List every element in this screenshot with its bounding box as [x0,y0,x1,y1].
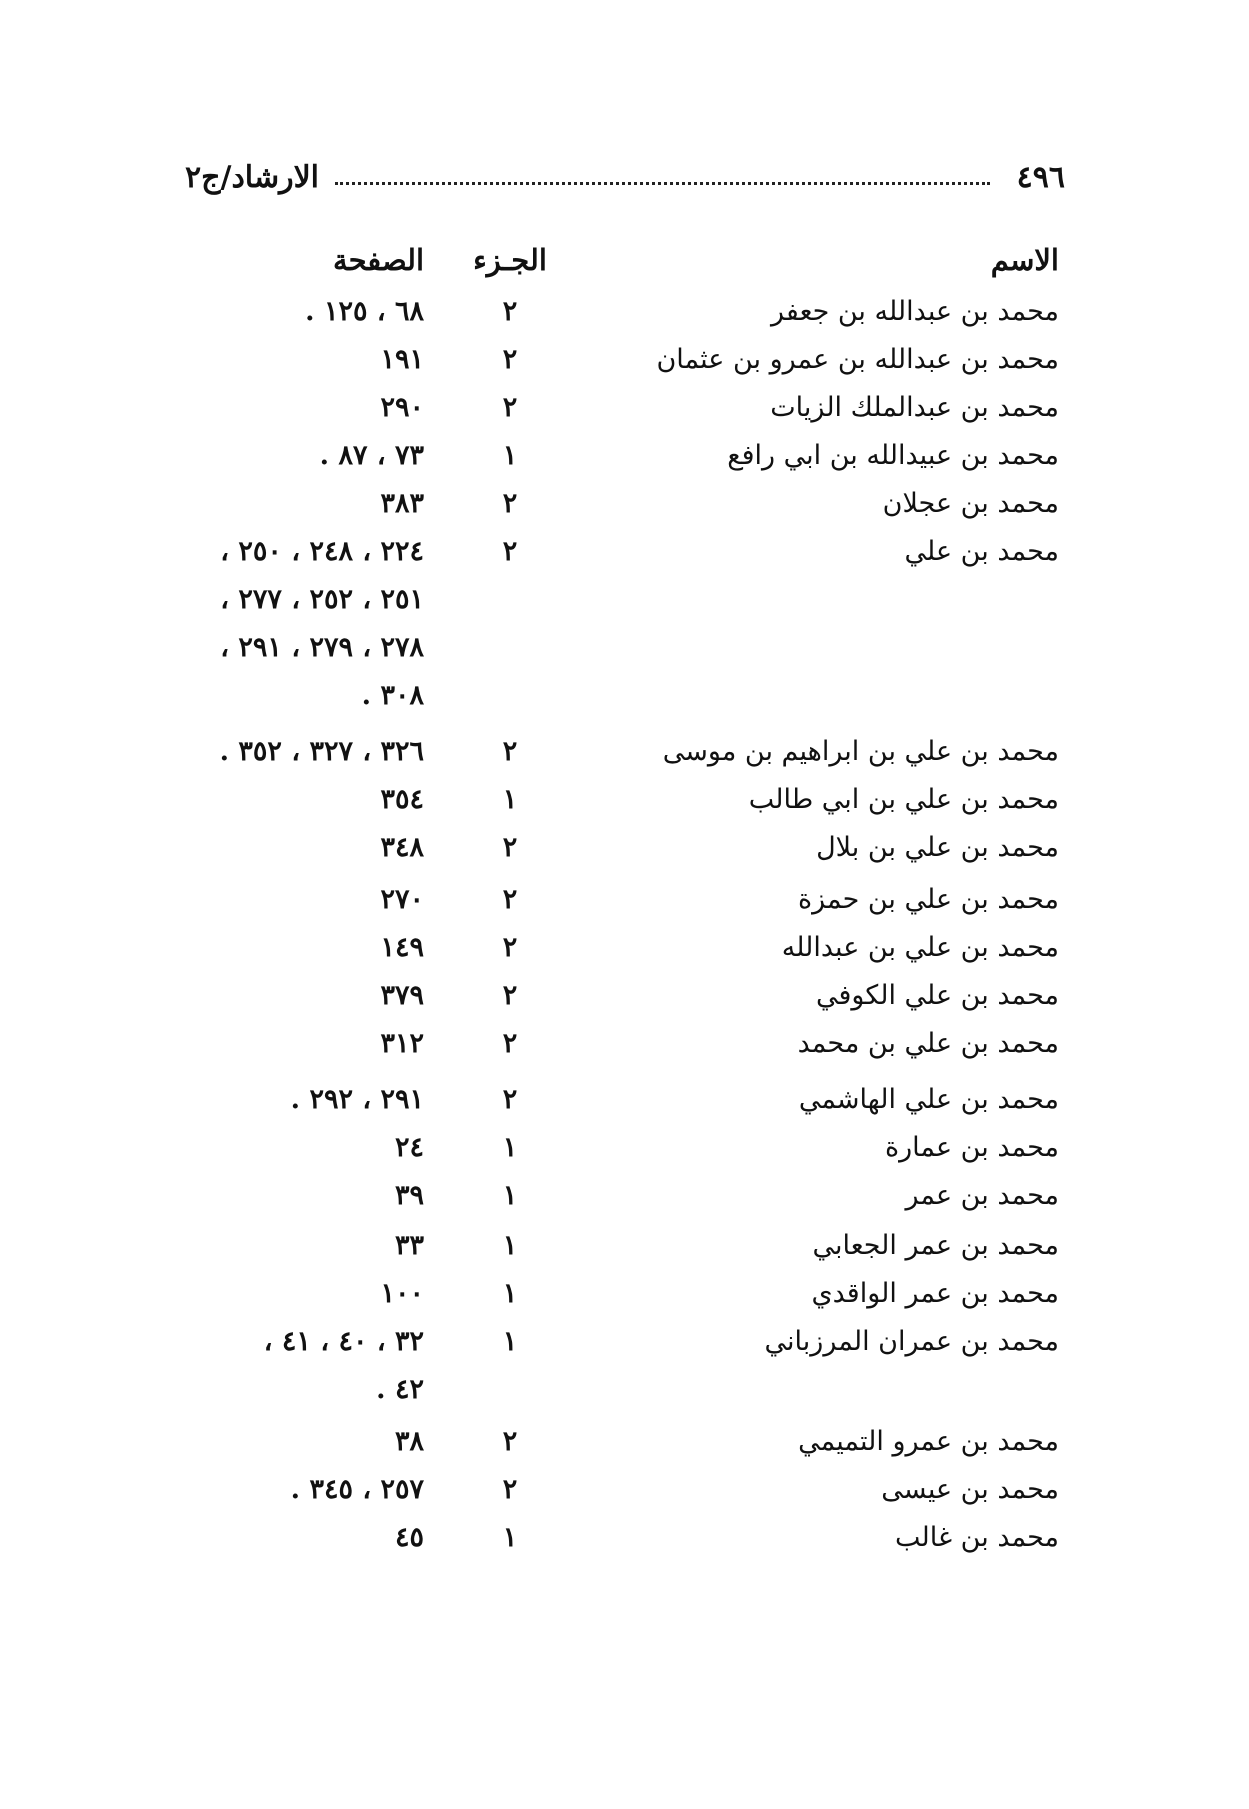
entry-name: محمد بن عمر [905,1180,1059,1211]
column-header-page: الصفحة [333,243,424,277]
entry-pages: ٢٢٤ ، ٢٤٨ ، ٢٥٠ ، [220,536,424,567]
entry-name: محمد بن علي [904,536,1059,567]
entry-part: ٢ [502,296,518,327]
entry-part: ١ [502,1326,518,1357]
entry-name: محمد بن عبدالملك الزيات [770,392,1059,423]
entry-pages: ٣٠٨ . [361,680,424,711]
table-row [0,532,1249,582]
entry-part: ٢ [502,536,518,567]
entry-name: محمد بن عمر الواقدي [811,1278,1059,1309]
entry-name: محمد بن علي بن محمد [797,1028,1059,1059]
entry-part: ٢ [502,1474,518,1505]
entry-pages: ٢٩١ ، ٢٩٢ . [290,1084,424,1115]
entry-pages: ٣٢ ، ٤٠ ، ٤١ ، [263,1326,424,1357]
entry-part: ٢ [502,392,518,423]
table-row [0,780,1249,830]
table-row [0,976,1249,1026]
entry-part: ٢ [502,1084,518,1115]
table-row [0,1176,1249,1226]
table-row [0,1370,1249,1420]
entry-part: ٢ [502,1028,518,1059]
entry-pages: ٢٤ [394,1132,424,1163]
table-row [0,436,1249,486]
entry-part: ٢ [502,488,518,519]
entry-pages: ٣٣ [394,1230,424,1261]
entry-pages: ٤٢ . [376,1374,424,1405]
column-header-part: الجـزء [473,243,547,277]
entry-part: ١ [502,440,518,471]
table-row [0,1128,1249,1178]
entry-name: محمد بن عمرو التميمي [798,1426,1059,1457]
entry-pages: ٣٩ [394,1180,424,1211]
entry-part: ٢ [502,832,518,863]
entry-part: ٢ [502,344,518,375]
entry-part: ١ [502,1132,518,1163]
entry-pages: ١٩١ [380,344,424,375]
table-row [0,1422,1249,1472]
table-row [0,340,1249,390]
page-header [185,160,1065,204]
entry-pages: ٣١٢ [380,1028,424,1059]
table-row [0,1518,1249,1568]
entry-part: ١ [502,1278,518,1309]
table-row [0,828,1249,878]
entry-pages: ٢٩٠ [380,392,424,423]
entry-name: محمد بن عمارة [884,1132,1059,1163]
entry-part: ٢ [502,1426,518,1457]
entry-pages: ٤٥ [394,1522,424,1553]
entry-part: ١ [502,1180,518,1211]
column-header-name: الاسم [990,243,1059,277]
entry-part: ٢ [502,932,518,963]
entry-pages: ٦٨ ، ١٢٥ . [305,296,424,327]
entry-name: محمد بن علي بن حمزة [797,884,1059,915]
book-title: الارشاد/ج٢ [185,160,320,195]
entry-name: محمد بن عبيدالله بن ابي رافع [727,440,1059,471]
entry-name: محمد بن عمر الجعابي [812,1230,1059,1261]
entry-name: محمد بن عبدالله بن عمرو بن عثمان [656,344,1059,375]
table-row [0,880,1249,930]
entry-name: محمد بن علي الهاشمي [798,1084,1059,1115]
entry-part: ١ [502,1230,518,1261]
table-row [0,928,1249,978]
table-row [0,1322,1249,1372]
table-row [0,1274,1249,1324]
entry-name: محمد بن علي بن عبدالله [781,932,1059,963]
entry-name: محمد بن علي الكوفي [815,980,1059,1011]
table-row [0,580,1249,630]
table-row [0,388,1249,438]
table-row [0,1024,1249,1074]
entry-name: محمد بن عجلان [882,488,1059,519]
table-row [0,676,1249,726]
entry-part: ١ [502,1522,518,1553]
entry-part: ٢ [502,884,518,915]
table-row [0,628,1249,678]
entry-pages: ٣٥٤ [380,784,424,815]
entry-name: محمد بن علي بن بلال [816,832,1059,863]
entry-name: محمد بن عمران المرزباني [764,1326,1059,1357]
entry-pages: ٢٧٨ ، ٢٧٩ ، ٢٩١ ، [220,632,424,663]
entry-name: محمد بن علي بن ابراهيم بن موسى [662,736,1059,767]
entry-name: محمد بن علي بن ابي طالب [748,784,1059,815]
table-row [0,292,1249,342]
entry-part: ٢ [502,736,518,767]
entry-name: محمد بن غالب [895,1522,1059,1553]
entry-pages: ٢٧٠ [380,884,424,915]
entry-pages: ٣٨ [394,1426,424,1457]
leader-dots [335,182,990,185]
entry-part: ٢ [502,980,518,1011]
entry-pages: ٢٥١ ، ٢٥٢ ، ٢٧٧ ، [220,584,424,615]
table-row [0,1226,1249,1276]
entry-pages: ٣٤٨ [380,832,424,863]
entry-pages: ٣٨٣ [380,488,424,519]
entry-pages: ١٠٠ [380,1278,424,1309]
entry-pages: ٢٥٧ ، ٣٤٥ . [290,1474,424,1505]
table-row [0,732,1249,782]
entry-pages: ١٤٩ [380,932,424,963]
entry-name: محمد بن عبدالله بن جعفر [771,296,1059,327]
entry-name: محمد بن عيسى [881,1474,1059,1505]
entry-pages: ٣٢٦ ، ٣٢٧ ، ٣٥٢ . [219,736,424,767]
entry-pages: ٣٧٩ [380,980,424,1011]
entry-part: ١ [502,784,518,815]
table-row [0,1080,1249,1130]
page-number: ٤٩٦ [1016,160,1065,195]
table-row [0,1470,1249,1520]
entry-pages: ٧٣ ، ٨٧ . [319,440,424,471]
column-header-row [0,240,1249,290]
table-row [0,484,1249,534]
